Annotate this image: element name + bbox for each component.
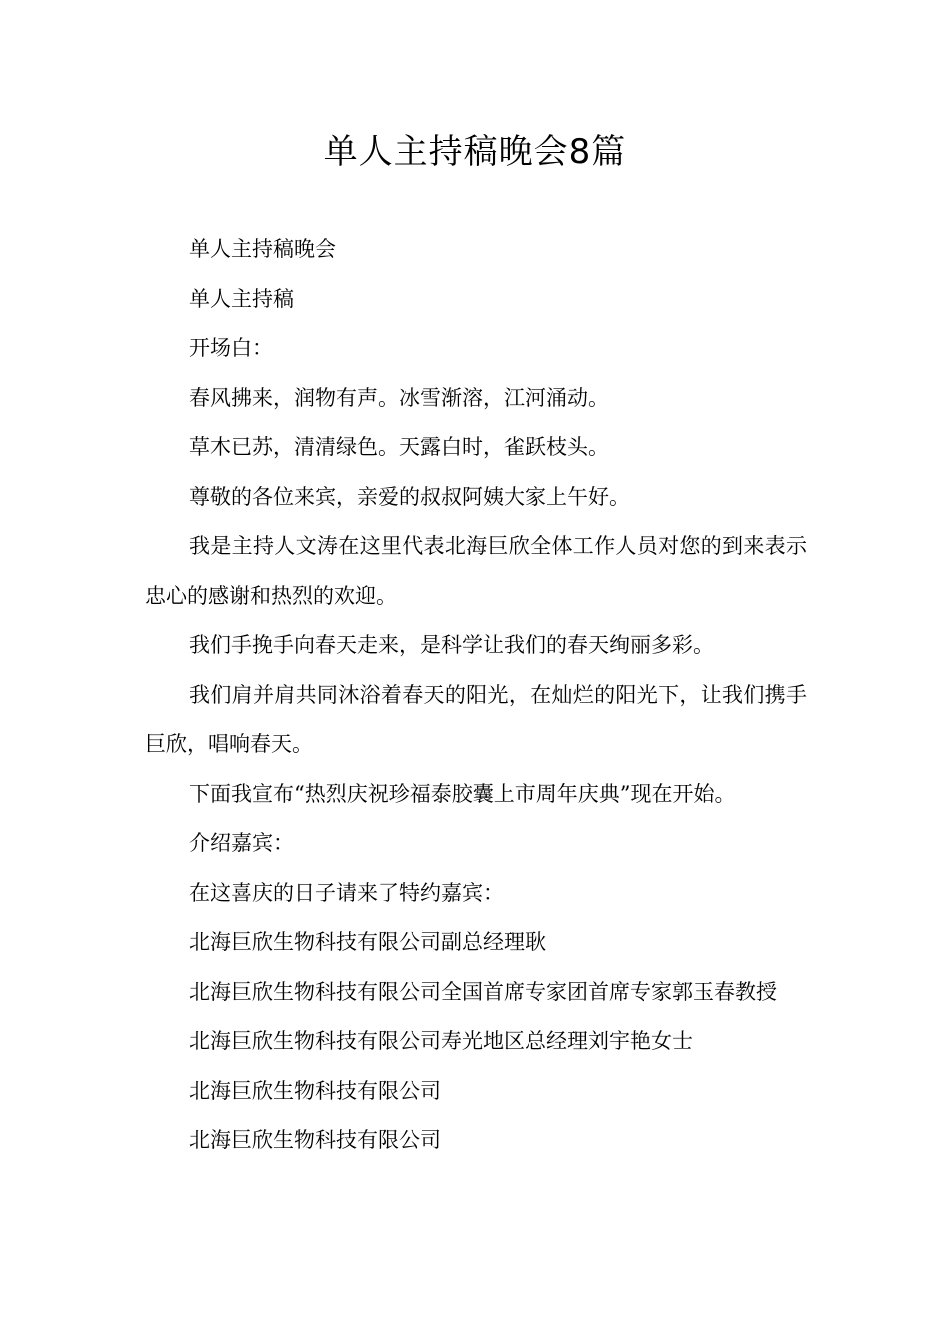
document-title: 单人主持稿晚会8篇 [323,132,627,172]
paragraph: 单人主持稿晚会 [189,237,336,261]
paragraph: 北海巨欣生物科技有限公司全国首席专家团首席专家郭玉春教授 [189,979,777,1004]
paragraph: 北海巨欣生物科技有限公司寿光地区总经理刘宇艳女士 [189,1029,693,1053]
paragraph: 北海巨欣生物科技有限公司 [189,1128,441,1152]
paragraph: 在这喜庆的日子请来了特约嘉宾： [189,880,504,905]
paragraph: 北海巨欣生物科技有限公司 [189,1078,441,1103]
paragraph: 尊敬的各位来宾，亲爱的叔叔阿姨大家上午好。 [189,484,630,509]
paragraph: 春风拂来，润物有声。冰雪渐溶，江河涌动。 [189,385,609,410]
paragraph: 我是主持人文涛在这里代表北海巨欣全体工作人员对您的到来表示忠心的感谢和热烈的欢迎。 [145,534,807,608]
paragraph: 单人主持稿 [189,286,294,311]
paragraph: 草木已苏，清清绿色。天露白时，雀跃枝头。 [189,435,609,459]
paragraph: 北海巨欣生物科技有限公司副总经理耿 [189,930,546,954]
paragraph: 我们肩并肩共同沐浴着春天的阳光，在灿烂的阳光下，让我们携手巨欣，唱响春天。 [145,682,807,756]
document-body [145,225,807,1166]
paragraph: 下面我宣布“热烈庆祝珍福泰胶囊上市周年庆典”现在开始。 [189,781,736,806]
paragraph: 开场白： [189,336,273,360]
paragraph: 介绍嘉宾： [189,831,294,855]
paragraph: 我们手挽手向春天走来，是科学让我们的春天绚丽多彩。 [189,633,714,657]
